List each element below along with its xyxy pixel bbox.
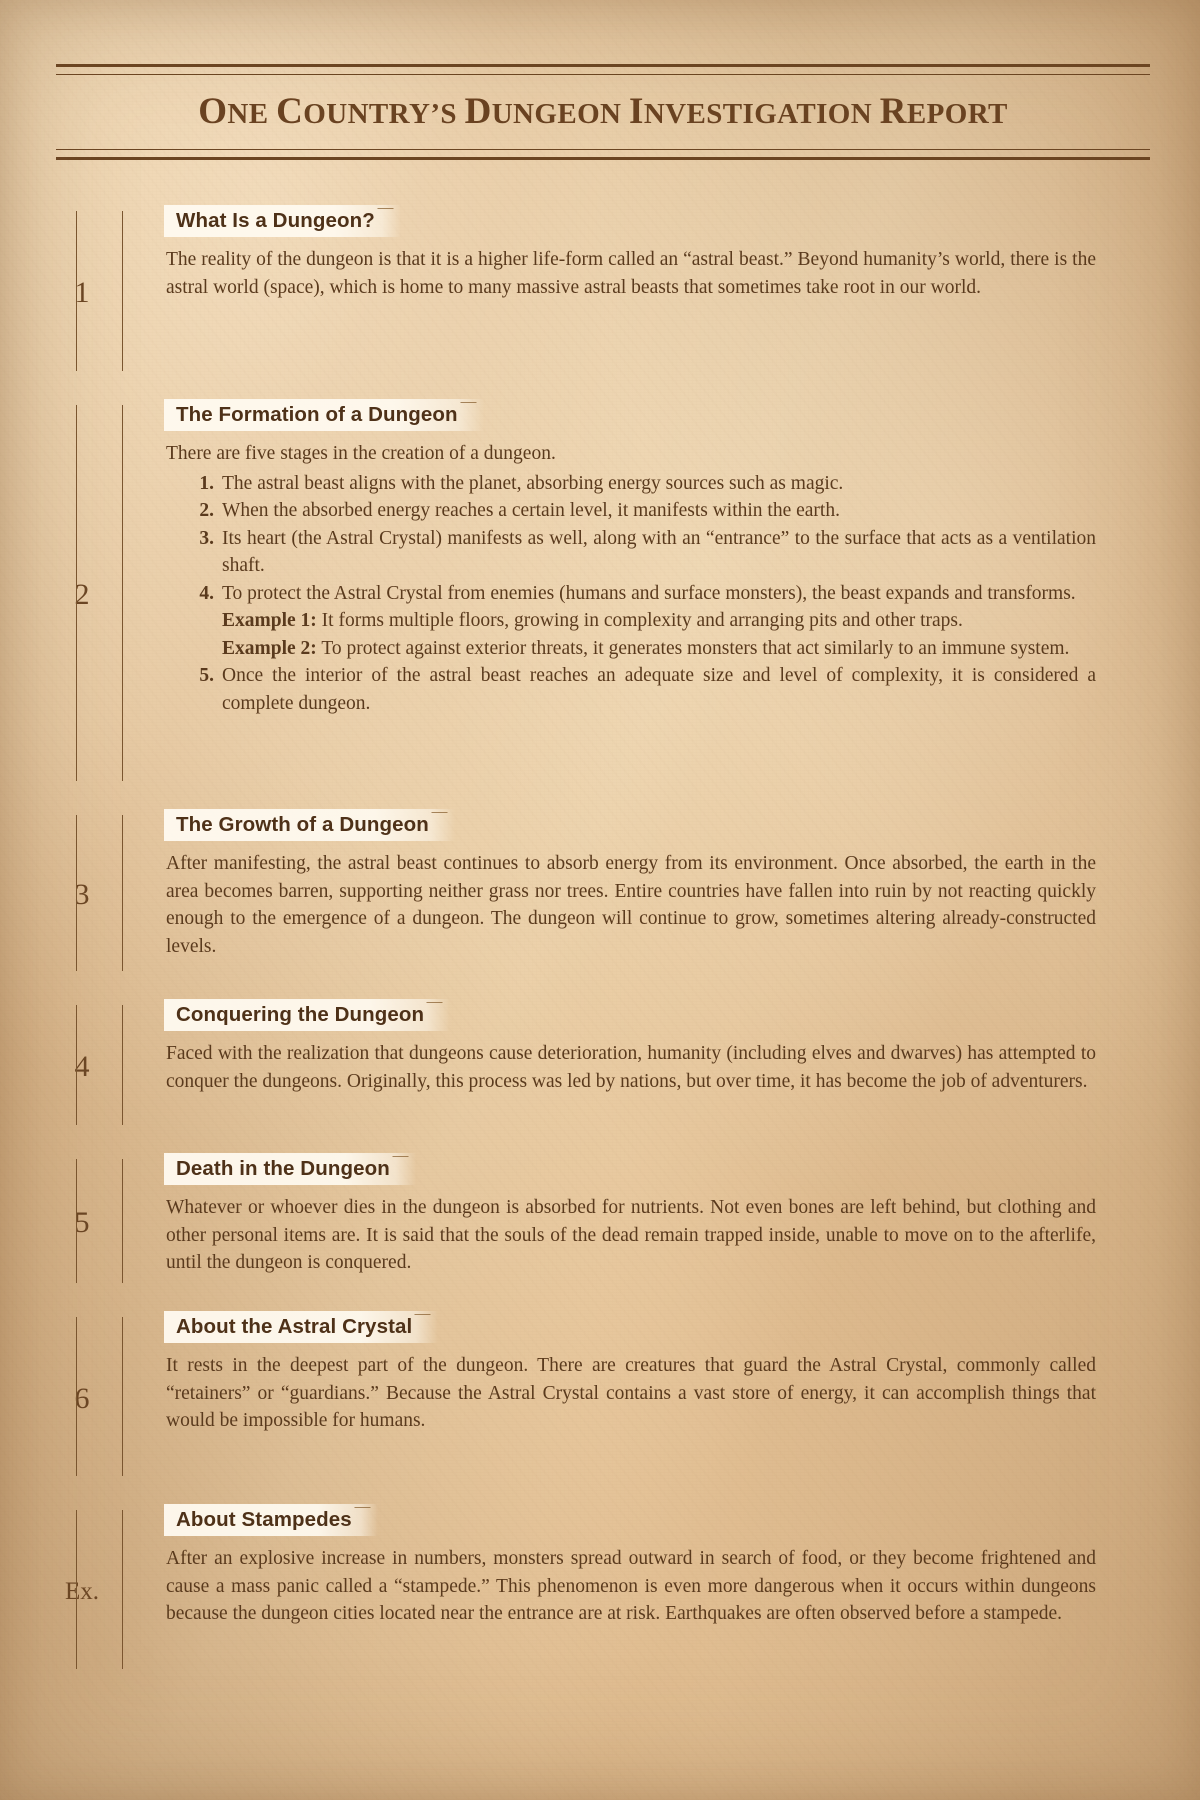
title-part-2: C [276, 91, 304, 132]
title-part-5b: EPORT [906, 98, 1008, 130]
section-paragraph: Faced with the realization that dungeons cause deterioration, humanity (including elves and dwarves) has attempted to conquer the dungeons. Originally, this process was led by nations, but over time, it has become the job of adventurers. [166, 1043, 1096, 1092]
list-text: When the absorbed energy reaches a certain level, it manifests within the earth. [222, 500, 840, 521]
section-3 [0, 809, 1200, 999]
section-4-number-column [0, 999, 122, 1135]
section-heading: About Stampedes [164, 1504, 378, 1536]
list-marker: 3. [199, 527, 214, 549]
section-4-body [122, 999, 1200, 1135]
formation-steps-list [164, 470, 1096, 718]
section-ex-number-column [0, 1504, 122, 1679]
example-1 [222, 607, 1096, 635]
section-3-body [122, 809, 1200, 981]
header-rule-bottom [56, 149, 1150, 160]
example-label: Example 2: [222, 637, 317, 659]
section-heading: The Formation of a Dungeon [164, 399, 484, 431]
title-part-4: I [629, 91, 644, 132]
title-part-4b: NVESTIGATION [643, 98, 880, 130]
section-number: 2 [74, 578, 90, 611]
section-number: 3 [74, 878, 90, 911]
section-1-body [122, 205, 1200, 381]
section-lead-text: There are five stages in the creation of a dungeon. [166, 443, 556, 464]
section-heading: Conquering the Dungeon [164, 999, 450, 1031]
title-part-5: R [879, 91, 907, 132]
section-paragraph: After manifesting, the astral beast continues to absorb energy from its environment. Once absorbed, the earth in the area becomes barren, supporting neither grass nor trees. Entire countries have fallen into ruin by not reacting quickly enough to the emergence of a dungeon. The dungeon will continue to grow, sometimes altering already-constructed levels. [166, 853, 1096, 957]
section-2 [0, 399, 1200, 809]
section-6-body [122, 1311, 1200, 1486]
section-5 [0, 1153, 1200, 1311]
title-part-1b: NE [227, 98, 277, 130]
document-header [56, 64, 1150, 160]
section-heading: The Growth of a Dungeon [164, 809, 455, 841]
list-text: To protect the Astral Crystal from enemies (humans and surface monsters), the beast expands and transforms. [222, 582, 1076, 604]
section-number: 6 [74, 1381, 90, 1415]
example-text: To protect against exterior threats, it generates monsters that act similarly to an immune system. [316, 637, 1070, 659]
list-text: Its heart (the Astral Crystal) manifests as well, along with an “entrance” to the surface that acts as a ventilation shaft. [222, 527, 1096, 576]
list-item [166, 470, 1096, 498]
section-heading: Death in the Dungeon [164, 1153, 416, 1185]
section-6 [0, 1311, 1200, 1504]
title-part-3: D [464, 91, 492, 132]
section-paragraph: Whatever or whoever dies in the dungeon is absorbed for nutrients. Not even bones are left behind, but clothing and other personal items are. It is said that the souls of the dead remain trapped inside, unable to move on to the afterlife, until the dungeon is conquered. [166, 1197, 1096, 1273]
list-marker: 4. [199, 582, 214, 604]
section-2-body [122, 399, 1200, 791]
report-sections [0, 205, 1200, 1697]
example-2 [222, 635, 1096, 663]
section-5-number-column [0, 1153, 122, 1293]
list-item [166, 525, 1096, 580]
section-2-number-column [0, 399, 122, 791]
section-paragraph: After an explosive increase in numbers, monsters spread outward in search of food, or they become frightened and cause a mass panic called a “stampede.” This phenomenon is even more dangerous when it occurs within dungeons because the dungeon cities located near the entrance are at risk. Earthquakes are often observed before a stampede. [166, 1548, 1096, 1624]
section-paragraph: It rests in the deepest part of the dungeon. There are creatures that guard the Astral Crystal, commonly called “retainers” or “guardians.” Because the Astral Crystal contains a vast store of energy, it can accomplish things that would be impossible for humans. [166, 1355, 1096, 1431]
section-heading: About the Astral Crystal [164, 1311, 438, 1343]
section-number: 5 [74, 1206, 90, 1239]
section-ex [0, 1504, 1200, 1697]
list-item [166, 662, 1096, 717]
list-marker: 5. [199, 665, 214, 686]
list-text: The astral beast aligns with the planet, absorbing energy sources such as magic. [222, 472, 844, 494]
title-part-2b: OUNTRY’S [303, 98, 465, 130]
list-item [166, 580, 1096, 663]
page-title [56, 75, 1150, 149]
list-item [166, 497, 1096, 525]
list-text: Once the interior of the astral beast reaches an adequate size and level of complexity, it is considered a complete dungeon. [222, 665, 1096, 714]
section-ex-body [122, 1504, 1200, 1679]
section-4 [0, 999, 1200, 1153]
list-marker: 1. [199, 472, 214, 494]
section-heading: What Is a Dungeon? [164, 205, 401, 237]
section-number: 1 [74, 276, 90, 309]
example-label: Example 1: [222, 610, 317, 631]
example-text: It forms multiple floors, growing in complexity and arranging pits and other traps. [316, 610, 963, 631]
section-number: Ex. [64, 1578, 100, 1605]
title-part-3b: UNGEON [491, 98, 630, 130]
section-1-number-column [0, 205, 122, 381]
header-rule-top [56, 64, 1150, 75]
section-5-body [122, 1153, 1200, 1293]
title-part-1: O [198, 91, 228, 132]
section-6-number-column [0, 1311, 122, 1486]
section-1 [0, 205, 1200, 399]
section-number: 4 [74, 1050, 90, 1083]
section-paragraph: The reality of the dungeon is that it is a higher life-form called an “astral beast.” Beyond humanity’s world, there is the astral world (space), which is home to many massive astral beasts that sometimes take root in our world. [166, 249, 1096, 298]
section-3-number-column [0, 809, 122, 981]
list-marker: 2. [199, 500, 214, 521]
